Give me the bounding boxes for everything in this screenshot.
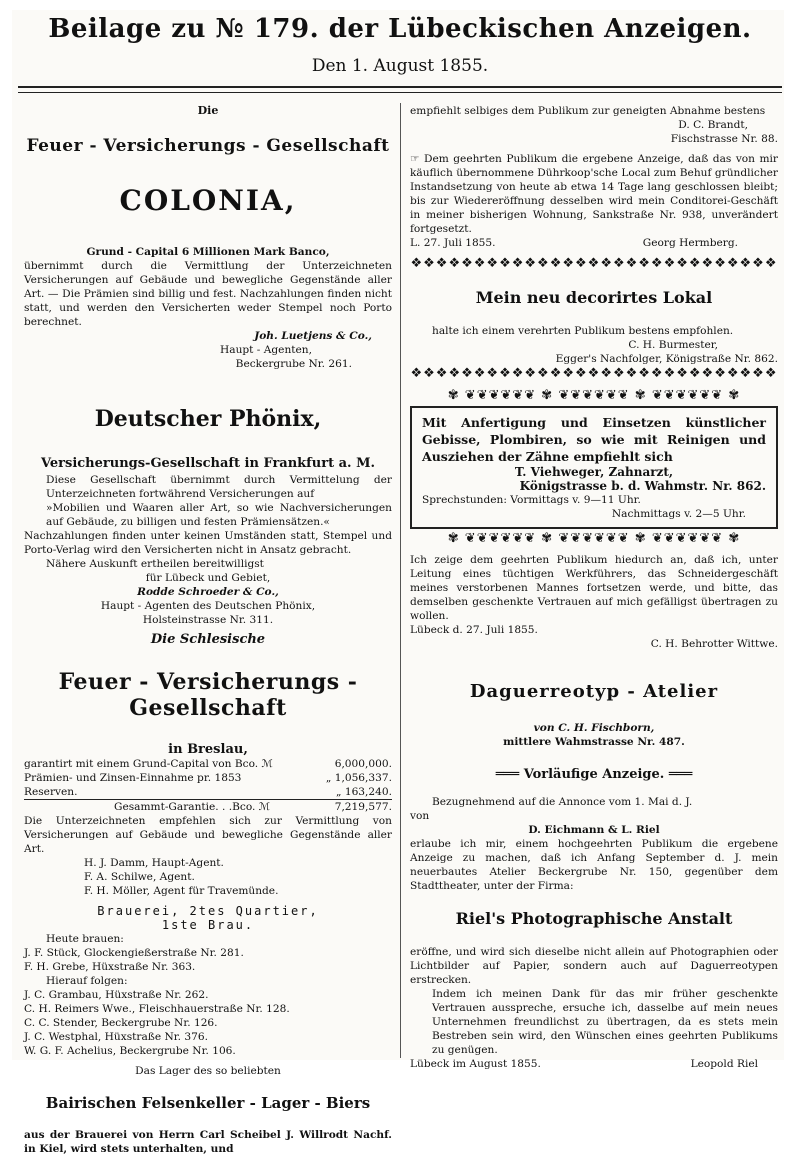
brauerei-title: Brauerei, 2tes Quartier, (97, 904, 319, 918)
colonia-agent-role: Haupt - Agenten, (220, 344, 312, 356)
guarantee-value: 6,000,000. (334, 758, 392, 770)
ornament-border-bottom: ❖❖❖❖❖❖❖❖❖❖❖❖❖❖❖❖❖❖❖❖❖❖❖❖❖❖❖❖❖ (410, 366, 778, 381)
zahnarzt-hours-afternoon: Nachmittags v. 2—5 Uhr. (611, 508, 746, 520)
atelier-body-1: erlaube ich mir, einem hochgeehrten Publikum die ergebene Anzeige zu machen, daß ich Anfang September d. J. mein neuerbautes Atelier Beckergrube Nr. 150, gegenüber dem Stadttheater, unter der Firma: (410, 838, 778, 892)
atelier-reference: Bezugnehmend auf die Annonce vom 1. Mai d. J. (432, 796, 693, 808)
zahnarzt-hours-morning: Sprechstunden: Vormittags v. 9—11 Uhr. (422, 494, 641, 506)
zahnarzt-name: T. Viehweger, Zahnarzt, (514, 465, 674, 479)
hermberg-signature-row (410, 236, 778, 250)
schlesische-agent: F. H. Möller, Agent für Travemünde. (84, 885, 279, 897)
colonia-agent: Joh. Luetjens & Co., (254, 330, 372, 342)
schlesische-city: in Breslau, (168, 742, 248, 757)
guarantee-label: garantirt mit einem Grund-Capital von Bco. ℳ (24, 758, 273, 770)
phoenix-name: Deutscher Phönix, (94, 406, 322, 432)
vorlaeufige-label: Vorläufige Anzeige. (523, 767, 665, 782)
total-row (24, 800, 392, 814)
hermberg-body: ☞ Dem geehrten Publikum die ergebene Anzeige, daß das von mir käuflich übernommene Dührkoop'sche Local zum Behuf gründlicher Instandsetzung von heute ab etwa 14 Tage lang geschlossen bleibt; bis zur Wiedereröffnung desselben wird mein Conditorei-Geschäft in meiner bisherigen Wohnung, Sankstraße Nr. 938, unverändert fortgesetzt. (410, 153, 778, 235)
schlesische-name: Feuer - Versicherungs - Gesellschaft (58, 669, 358, 721)
total-label: Gesammt-Garantie. . .Bco. ℳ (114, 801, 271, 813)
reserves-value: „ 163,240. (335, 786, 392, 798)
behrotter-ad (410, 553, 778, 651)
colonia-agent-address: Beckergrube Nr. 261. (235, 358, 352, 370)
atelier-ad (410, 681, 778, 1071)
brauerei-today-label: Heute brauen: (46, 933, 124, 945)
phoenix-body-3: Nachzahlungen finden unter keinen Umständen statt, Stempel und Porto-Verlag wird den Versicherten nicht in Ansatz gebracht. (24, 530, 392, 556)
atelier-signature: Leopold Riel (690, 1058, 758, 1070)
atelier-address: mittlere Wahmstrasse Nr. 487. (503, 736, 685, 748)
lokal-title: Mein neu decorirtes Lokal (475, 288, 713, 307)
lokal-ad (410, 256, 778, 382)
atelier-date: Lübeck im August 1855. (410, 1058, 541, 1070)
hermberg-name: Georg Hermberg. (642, 237, 738, 249)
behrotter-date: Lübeck d. 27. Juli 1855. (410, 624, 538, 636)
phoenix-agent: Rodde Schroeder & Co., (137, 586, 279, 598)
phoenix-body-4: Nähere Auskunft ertheilen bereitwilligst (46, 558, 264, 570)
atelier-body-2: eröffne, und wird sich dieselbe nicht allein auf Photographien oder Lichtbilder auf Papier, sondern auch auf Daguerreotypen erstrecken. (410, 946, 778, 986)
brauer-entry: C. C. Stender, Beckergrube Nr. 126. (24, 1017, 218, 1029)
bier-intro: Das Lager des so beliebten (135, 1065, 281, 1077)
phoenix-for: für Lübeck und Gebiet, (145, 572, 271, 584)
ornament-border-bottom: ✾ ❦❦❦❦❦❦ ✾ ❦❦❦❦❦❦ ✾ ❦❦❦❦❦❦ ✾ (447, 531, 741, 546)
brauerei-notice (24, 904, 392, 1058)
schlesische-body: Die Unterzeichneten empfehlen sich zur Vermittlung von Versicherungen auf Gebäude und bewegliche Gegenstände aller Art. (24, 815, 392, 855)
lokal-body: halte ich einem verehrten Publikum bestens empfohlen. (432, 325, 734, 337)
reserves-row (24, 785, 392, 800)
bier-body: aus der Brauerei von Herrn Carl Scheibel J. Willrodt Nachf. in Kiel, wird stets unterhalten, und (24, 1129, 392, 1155)
atelier-von: von (410, 810, 430, 822)
colonia-ad (24, 104, 392, 371)
colonia-capital: Grund - Capital 6 Millionen Mark Banco, (86, 246, 330, 258)
atelier-title: Daguerreotyp - Atelier (469, 681, 719, 702)
bier-ad (24, 1064, 392, 1156)
premium-label: Prämien- und Zinsen-Einnahme pr. 1853 (24, 772, 242, 784)
zahnarzt-ad (410, 388, 778, 547)
colonia-heading: Feuer - Versicherungs - Gesellschaft (26, 136, 390, 156)
phoenix-ad (24, 405, 392, 627)
colonia-body: übernimmt durch die Vermittlung der Unterzeichneten Versicherungen auf Gebäude und bewegliche Gegenstände aller Art. — Die Prämien sind billig und fest. Nachzahlungen finden nicht statt, und werden den Versicherten weder Stempel noch Porto berechnet. (24, 260, 392, 328)
zahnarzt-address: Königstrasse b. d. Wahmstr. Nr. 862. (519, 479, 766, 493)
right-column (410, 104, 778, 1071)
supplement-title: Beilage zu № 179. der Lübeckischen Anzeigen. (48, 14, 752, 44)
atelier-signature-row (410, 1057, 778, 1071)
schlesische-ad (24, 633, 392, 898)
left-column (24, 104, 392, 1156)
brauer-entry: J. F. Stück, Glockengießerstraße Nr. 281. (24, 947, 244, 959)
schlesische-agent: H. J. Damm, Haupt-Agent. (84, 857, 224, 869)
atelier-partners: D. Eichmann & L. Riel (528, 824, 660, 836)
hermberg-ad (410, 152, 778, 250)
brauerei-subtitle: 1ste Brau. (161, 918, 255, 932)
hermberg-date: L. 27. Juli 1855. (410, 237, 496, 249)
brauer-entry: C. H. Reimers Wwe., Fleischhauerstraße Nr. 128. (24, 1003, 290, 1015)
brauer-entry: W. G. F. Achelius, Beckergrube Nr. 106. (24, 1045, 236, 1057)
header-rule (18, 86, 782, 88)
lokal-name: C. H. Burmester, (628, 339, 718, 351)
ornament-border-top: ❖❖❖❖❖❖❖❖❖❖❖❖❖❖❖❖❖❖❖❖❖❖❖❖❖❖❖❖❖ (410, 256, 778, 271)
reserves-label: Reserven. (24, 786, 78, 798)
atelier-firm: Riel's Photographische Anstalt (455, 909, 733, 928)
brandt-body: empfiehlt selbiges dem Publikum zur geneigten Abnahme bestens (410, 105, 766, 117)
zahnarzt-body: Mit Anfertigung und Einsetzen künstlicher Gebisse, Plombiren, so wie mit Reinigen und Ausziehen der Zähne empfiehlt sich (422, 415, 766, 464)
brauer-entry: F. H. Grebe, Hüxstraße Nr. 363. (24, 961, 196, 973)
schlesische-agent: F. A. Schilwe, Agent. (84, 871, 195, 883)
column-divider (400, 103, 401, 1058)
ornament-border-top: ✾ ❦❦❦❦❦❦ ✾ ❦❦❦❦❦❦ ✾ ❦❦❦❦❦❦ ✾ (447, 388, 741, 403)
colonia-die: Die (197, 104, 219, 117)
atelier-body-3: Indem ich meinen Dank für das mir früher geschenkte Vertrauen ausspreche, ersuche ich, dasselbe auf mein neues Unternehmen freundlichst zu übertragen, da es stets mein Bestreben sein wird, den Wünschen eines geehrten Publikums zu genügen. (432, 988, 778, 1056)
brandt-ad (410, 104, 778, 146)
brauer-entry: J. C. Grambau, Hüxstraße Nr. 262. (24, 989, 209, 1001)
phoenix-body-1: Diese Gesellschaft übernimmt durch Vermittelung der Unterzeichneten fortwährend Versicherungen auf (46, 474, 392, 500)
brauer-entry: J. C. Westphal, Hüxstraße Nr. 376. (24, 1031, 208, 1043)
premium-row (24, 771, 392, 785)
schlesische-die: Die Schlesische (150, 632, 266, 647)
premium-value: „ 1,056,337. (325, 772, 392, 784)
behrotter-name: C. H. Behrotter Wittwe. (650, 638, 778, 650)
brandt-address: Fischstrasse Nr. 88. (670, 133, 778, 145)
guarantee-row (24, 757, 392, 771)
zahnarzt-box (410, 406, 778, 529)
phoenix-subtitle: Versicherungs-Gesellschaft in Frankfurt a. M. (40, 456, 375, 471)
brandt-name: D. C. Brandt, (678, 119, 748, 131)
bier-name: Bairischen Felsenkeller - Lager - Biers (45, 1094, 371, 1112)
phoenix-agent-role: Haupt - Agenten des Deutschen Phönix, (100, 600, 316, 612)
brauerei-next-label: Hierauf folgen: (46, 975, 128, 987)
phoenix-agent-address: Holsteinstrasse Nr. 311. (142, 614, 274, 626)
vorlaeufige-anzeige: ═══ Vorläufige Anzeige. ═══ (495, 767, 693, 782)
atelier-by: von C. H. Fischborn, (533, 722, 655, 734)
colonia-name: COLONIA, (119, 184, 297, 217)
issue-date: Den 1. August 1855. (311, 56, 489, 76)
lokal-subtitle: Egger's Nachfolger, Königstraße Nr. 862. (555, 353, 778, 365)
total-value: 7,219,577. (334, 801, 392, 813)
phoenix-body-2: »Mobilien und Waaren aller Art, so wie Nachversicherungen auf Gebäude, zu billigen und festen Prämiensätzen.« (46, 502, 392, 528)
behrotter-body: Ich zeige dem geehrten Publikum hiedurch an, daß ich, unter Leitung eines tüchtigen Werkführers, das Schneidergeschäft meines verstorbenen Mannes fortsetzen werde, und bitte, das demselben geschenkte Vertrauen auf mich gefälligst übertragen zu wollen. (410, 554, 778, 622)
header-rule-thin (18, 92, 782, 93)
